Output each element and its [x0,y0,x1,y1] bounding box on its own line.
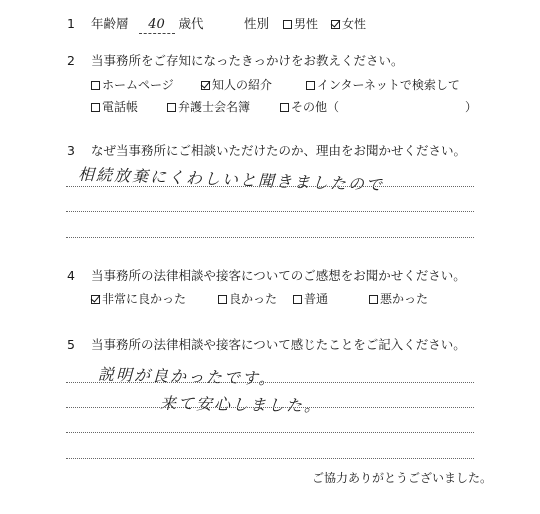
good-checkbox[interactable] [218,295,227,304]
q1-age-row [91,16,204,34]
q4-option-average[interactable] [293,292,328,307]
q1-number: 1 [67,16,75,31]
q3-number: 3 [67,143,75,158]
bad-label: 悪かった [380,292,429,306]
gender-label: 性別 [244,16,270,31]
gender-option-male[interactable] [283,17,318,32]
q2-option-phonebook[interactable] [91,100,138,115]
q4-question: 当事務所の法律相談や接客についてのご感想をお聞かせください。 [91,268,466,283]
other-checkbox[interactable] [280,103,289,112]
q2-option-referral[interactable] [201,78,272,93]
average-checkbox[interactable] [293,295,302,304]
male-label: 男性 [294,17,319,31]
q5-number: 5 [67,337,75,352]
q4-option-bad[interactable] [369,292,428,307]
good-label: 良かった [229,292,278,306]
homepage-checkbox[interactable] [91,81,100,90]
bad-checkbox[interactable] [369,295,378,304]
q3-question: なぜ当事務所にご相談いただけたのか、理由をお聞かせください。 [91,143,467,158]
q4-option-good[interactable] [218,292,277,307]
q3-line-2 [66,211,474,212]
q2-option-homepage[interactable] [91,78,174,93]
q5-line-4 [66,458,474,459]
age-suffix: 歳代 [178,16,204,31]
q5-line-3 [66,432,474,433]
other-close-paren: ） [465,100,478,114]
thanks-message: ご協力ありがとうございました。 [312,471,493,485]
q2-question: 当事務所をご存知になったきっかけをお教えください。 [91,53,404,68]
phonebook-checkbox[interactable] [91,103,100,112]
average-label: 普通 [304,292,329,306]
other-label: その他（ [291,100,340,114]
male-checkbox[interactable] [283,20,292,29]
q5-line-2 [66,407,474,408]
q3-line-3 [66,237,474,238]
bar-directory-checkbox[interactable] [167,103,176,112]
q5-line-1 [66,382,474,383]
phonebook-label: 電話帳 [102,100,139,114]
very-good-checkbox[interactable] [91,295,100,304]
internet-label: インターネットで検索して [317,78,460,92]
q2-option-internet[interactable] [306,78,460,93]
q5-question: 当事務所の法律相談や接客について感じたことをご記入ください。 [91,337,466,352]
q2-option-bar-directory[interactable] [167,100,250,115]
female-checkbox[interactable] [331,20,340,29]
referral-checkbox[interactable] [201,81,210,90]
age-value[interactable]: 40 [139,17,175,34]
referral-label: 知人の紹介 [212,78,273,92]
q4-option-very-good[interactable] [91,292,186,307]
q3-line-1 [66,186,474,187]
age-label: 年齢層 [91,16,129,31]
internet-checkbox[interactable] [306,81,315,90]
very-good-label: 非常に良かった [102,292,187,306]
gender-option-female[interactable] [331,17,366,32]
q2-option-other[interactable] [280,100,339,115]
female-label: 女性 [342,17,367,31]
q2-number: 2 [67,53,75,68]
homepage-label: ホームページ [102,78,174,92]
q5-handwritten-answer-line2: 来て安心しました。 [159,393,323,416]
bar-directory-label: 弁護士会名簿 [178,100,251,114]
q4-number: 4 [67,268,75,283]
q5-handwritten-answer-line1: 説明が良かったです。 [97,364,277,389]
q3-handwritten-answer: 相続放棄にくわしいと聞きましたので [77,164,385,195]
